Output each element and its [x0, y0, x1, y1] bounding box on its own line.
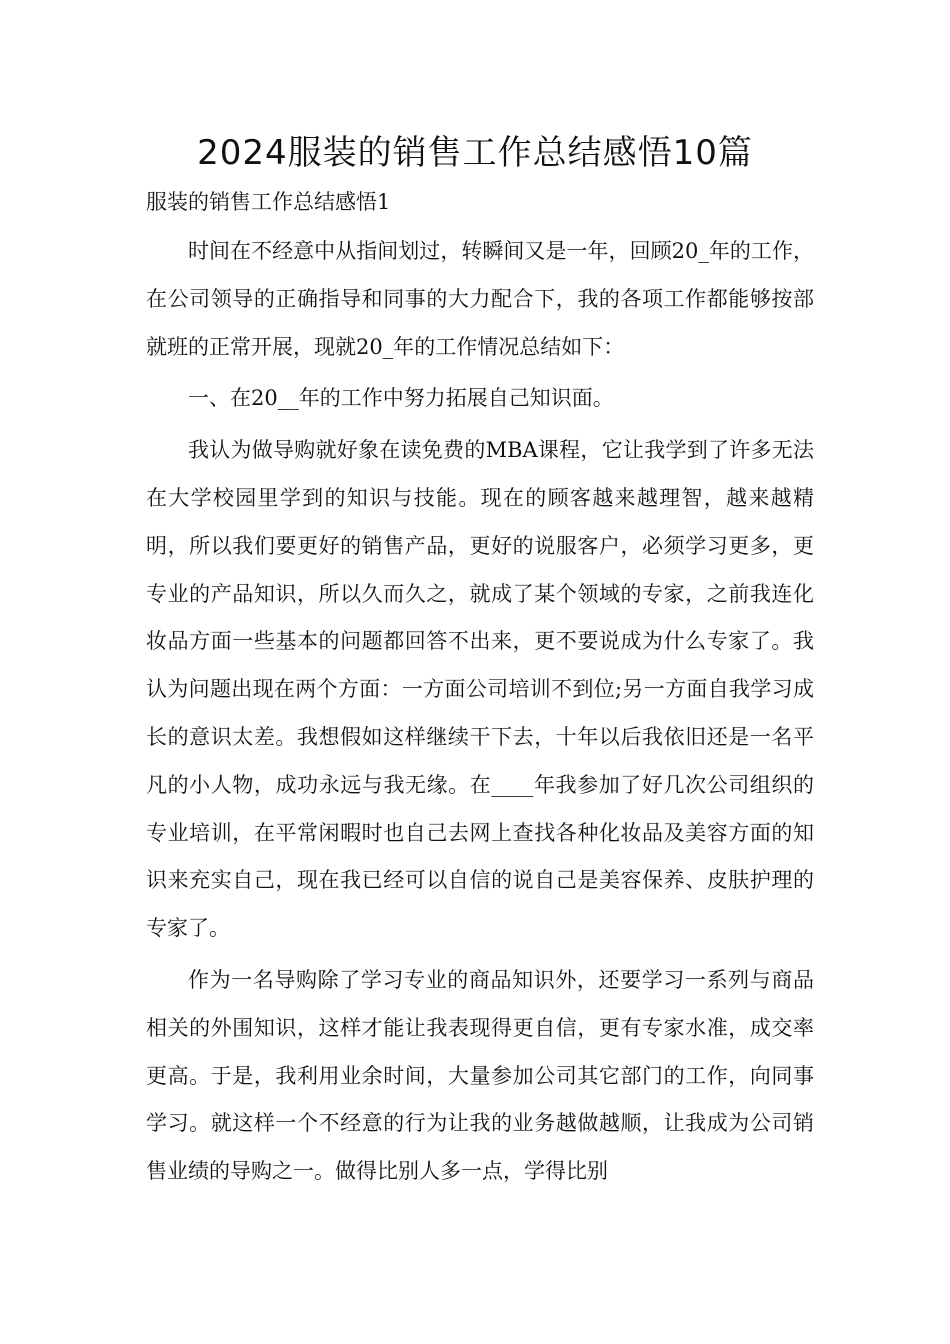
paragraph-intro: 时间在不经意中从指间划过，转瞬间又是一年，回顾20_年的工作，在公司领导的正确指导和同事的大力配合下，我的各项工作都能够按部就班的正常开展，现就20_年的工作情况总结如下： — [146, 239, 814, 359]
section-heading: 服装的销售工作总结感悟1 — [146, 190, 391, 214]
paragraph-point-one: 一、在20__年的工作中努力拓展自己知识面。 — [188, 386, 614, 411]
document-title: 2024服装的销售工作总结感悟10篇 — [197, 133, 753, 173]
paragraph-mba: 我认为做导购就好象在读免费的MBA课程，它让我学到了许多无法在大学校园里学到的知识与技能。现在的顾客越来越理智，越来越精明，所以我们要更好的销售产品，更好的说服客户，必须学习更多，更专业的产品知识，所以久而久之，就成了某个领域的专家，之前我连化妆品方面一些基本的问题都回答不出来，更不要说成为什么专家了。我认为问题出现在两个方面：一方面公司培训不到位;另一方面自我学习成长的意识太差。我想假如这样继续干下去，十年以后我依旧还是一名平凡的小人物，成功永远与我无缘。在____年我参加了好几次公司组织的专业培训，在平常闲暇时也自己去网上查找各种化妆品及美容方面的知识来充实自己，现在我已经可以自信的说自己是美容保养、皮肤护理的专家了。 — [146, 438, 814, 941]
paragraph-peripheral-knowledge: 作为一名导购除了学习专业的商品知识外，还要学习一系列与商品相关的外围知识，这样才能让我表现得更自信，更有专家水准，成交率更高。于是，我利用业余时间，大量参加公司其它部门的工作，向同事学习。就这样一个不经意的行为让我的业务越做越顺，让我成为公司销售业绩的导购之一。做得比别人多一点，学得比别 — [146, 967, 814, 1184]
document-body — [146, 228, 814, 1196]
